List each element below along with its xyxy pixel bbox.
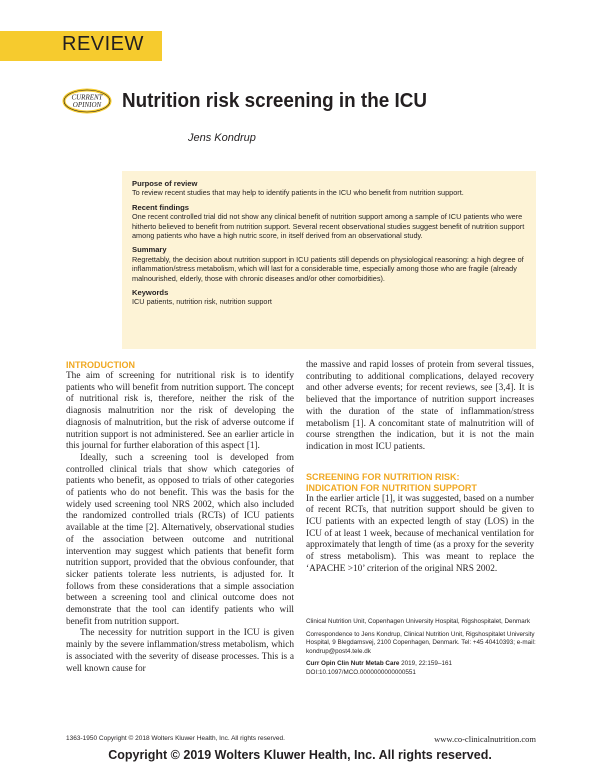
footer-website[interactable]: www.co-clinicalnutrition.com [434, 734, 536, 744]
intro-paragraph-3: The necessity for nutrition support in the ICU is given mainly by the severe inflammation/stress metabolism, which is associated with the severity of disease processes. This is a well known cause for [66, 628, 294, 674]
right-column [306, 360, 534, 576]
abstract-keywords-heading: Keywords [132, 288, 169, 298]
review-banner [0, 31, 162, 61]
copyright-banner: Copyright © 2019 Wolters Kluwer Health, Inc. All rights reserved. [108, 748, 492, 762]
intro-paragraph-2: Ideally, such a screening tool is developed from controlled clinical trials that show which categories of patients who benefit, as opposed to trials of other categories of patients who do not benefit. This was the basis for the widely used screening tool NRS 2002, which also included the randomized controlled trials (RCTs) of ICU patients available at the time [2]. Alternatively, observational studies of the association between outcome and nutritional intervention may suggest which patients that benefit form nutrition support, provided that the obvious confounder, that sicker patients tolerate less nutrients, is adjusted for. It follows from these considerations that a simple association between a screening tool and clinical outcome does not demonstrate that the tool can identify patients who will benefit from nutrition support. [66, 452, 294, 627]
article-title: Nutrition risk screening in the ICU [122, 89, 427, 112]
right-paragraph-1: the massive and rapid losses of protein from several tissues, contributing to additional complications, delayed recovery and other adverse events; for recent reviews, see [3,4]. It is believed that the importance of nutrition support increases with the duration of the state of inflammation/stress metabolism [1]. A concomitant state of malnutrition will of course strengthen the indication, but it is not the main indication in most ICU patients. [306, 360, 534, 452]
affiliation-unit: Clinical Nutrition Unit, Copenhagen University Hospital, Rigshospitalet, Denmark [306, 618, 530, 625]
abstract-purpose-text: To review recent studies that may help to identify patients in the ICU who benefit from nutrition support. [132, 188, 464, 198]
intro-paragraph-1: The aim of screening for nutritional risk is to identify patients who will benefit from nutrition support. The concept of nutritional risk is, therefore, neither the risk of the diagnosis malnutrition nor the risk of developing the diagnosis of malnutrition, but the risk of adverse outcome if nutrition support is not administered. See an earlier article in this journal for further elaboration of this aspect [1]. [66, 371, 294, 452]
svg-text:OPINION: OPINION [72, 101, 102, 109]
article-author: Jens Kondrup [188, 132, 256, 144]
svg-text:CURRENT: CURRENT [71, 93, 103, 102]
footer-issn-copyright: 1363-1950 Copyright © 2018 Wolters Kluwer Health, Inc. All rights reserved. [66, 735, 285, 742]
citation-details: 2019, 22:159–161 [401, 660, 452, 668]
doi: DOI:10.1097/MCO.0000000000000551 [306, 668, 416, 676]
abstract-keywords-text: ICU patients, nutrition risk, nutrition support [132, 297, 272, 307]
abstract-summary-text: Regrettably, the decision about nutrition support in ICU patients still depends on physiological reasoning: a high degree of inflammation/stress metabolism, which will last for a considerable time, especially among those who are fragile (already malnourished, elderly, those with chronic diseases and/or other comorbidities). [132, 254, 524, 283]
abstract-box [122, 171, 536, 349]
introduction-heading: INTRODUCTION [66, 360, 135, 370]
correspondence: Correspondence to Jens Kondrup, Clinical Nutrition Unit, Rigshospitalet University Hospital, 9 Blegdamsvej, 2100 Copenhagen, Denmark. Tel: +45 40410393; e-mail: kondrup@post4.tele.dk [306, 630, 536, 655]
citation-journal: Curr Opin Clin Nutr Metab Care [306, 660, 400, 668]
current-opinion-logo [62, 88, 112, 114]
section-label: REVIEW [62, 33, 144, 55]
abstract-summary-heading: Summary [132, 245, 167, 255]
screening-paragraph-1: In the earlier article [1], it was suggested, based on a number of recent RCTs, that nutrition support should be given to ICU patients with an expected length of stay (LOS) in the ICU of at least 1 week, because of mechanical ventilation for approximately that length of time (as a proxy for the severity of stress metabolism). This was meant to replace the ‘APACHE >10’ criterion of the original NRS 2002. [306, 493, 534, 574]
abstract-findings-heading: Recent findings [132, 202, 189, 212]
left-column [66, 360, 294, 675]
abstract-findings-text: One recent controlled trial did not show any clinical benefit of nutrition support among a sample of ICU patients who were hitherto believed to benefit from nutrition support. Several recent observational studies suggest benefit of nutrition support among patients who have a high nutric score, in itself derived from an observational study. [132, 212, 525, 241]
abstract-purpose-heading: Purpose of review [132, 179, 198, 188]
affiliation-block [306, 618, 536, 682]
screening-heading-line2: INDICATION FOR NUTRITION SUPPORT [306, 482, 477, 493]
screening-heading-line1: SCREENING FOR NUTRITION RISK: [306, 471, 460, 482]
